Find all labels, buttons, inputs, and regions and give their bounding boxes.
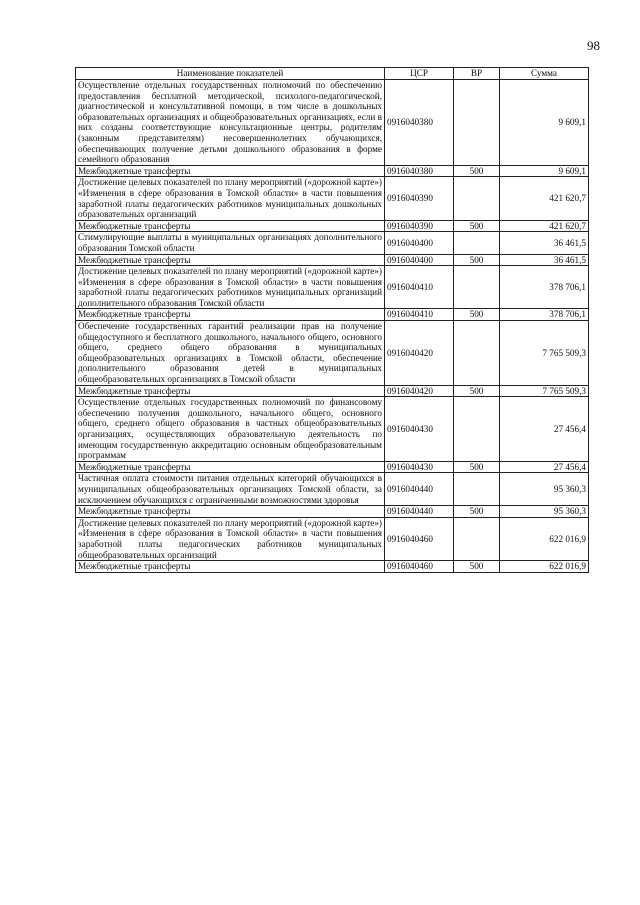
row-csr: 0916040460 — [385, 517, 454, 560]
row-vr — [454, 473, 500, 506]
row-name: Достижение целевых показателей по плану мероприятий («дорожной карте») «Изменения в сфере образования в Томской области» в части повышения заработной платы педагогических работников муниципальных дошкольных образовательных организаций — [76, 177, 385, 220]
row-vr — [454, 321, 500, 386]
row-sum: 378 706,1 — [500, 266, 589, 309]
row-name: Межбюджетные трансферты — [76, 461, 385, 473]
row-sum: 95 360,3 — [500, 473, 589, 506]
row-sum: 95 360,3 — [500, 506, 589, 518]
row-sum: 9 609,1 — [500, 80, 589, 166]
table-row — [76, 517, 589, 560]
row-sum: 7 765 509,3 — [500, 385, 589, 397]
row-vr: 500 — [454, 309, 500, 321]
row-sum: 421 620,7 — [500, 220, 589, 232]
row-csr: 0916040410 — [385, 309, 454, 321]
row-sum: 27 456,4 — [500, 397, 589, 462]
row-csr: 0916040400 — [385, 232, 454, 254]
table-row — [76, 232, 589, 254]
row-csr: 0916040440 — [385, 473, 454, 506]
table-row — [76, 506, 589, 518]
table-row — [76, 397, 589, 462]
row-name: Стимулирующие выплаты в муниципальных организациях дополнительного образования Томской области — [76, 232, 385, 254]
row-sum: 7 765 509,3 — [500, 321, 589, 386]
row-name: Межбюджетные трансферты — [76, 385, 385, 397]
row-csr: 0916040390 — [385, 177, 454, 220]
row-vr — [454, 517, 500, 560]
row-sum: 622 016,9 — [500, 561, 589, 573]
row-name: Достижение целевых показателей по плану мероприятий («дорожной карте») «Изменения в сфере образования в Томской области» в части повышения заработной платы педагогических работников муниципальных организаций дополнительного образования Томской области — [76, 266, 385, 309]
row-csr: 0916040420 — [385, 321, 454, 386]
page-number: 98 — [587, 38, 600, 53]
row-name: Межбюджетные трансферты — [76, 165, 385, 177]
row-vr: 500 — [454, 385, 500, 397]
row-sum: 421 620,7 — [500, 177, 589, 220]
row-csr: 0916040430 — [385, 461, 454, 473]
row-vr — [454, 232, 500, 254]
row-sum: 27 456,4 — [500, 461, 589, 473]
table-row — [76, 80, 589, 166]
row-name: Межбюджетные трансферты — [76, 309, 385, 321]
header-sum: Сумма — [500, 68, 589, 80]
row-sum: 36 461,5 — [500, 232, 589, 254]
row-vr — [454, 397, 500, 462]
row-vr — [454, 266, 500, 309]
row-vr: 500 — [454, 561, 500, 573]
table-row — [76, 254, 589, 266]
row-name: Частичная оплата стоимости питания отдельных категорий обучающихся в муниципальных общеобразовательных организациях Томской области, за исключением обучающихся с ограниченными возможностями здоровья — [76, 473, 385, 506]
table-header-row — [76, 68, 589, 80]
budget-table — [75, 67, 589, 573]
row-csr: 0916040390 — [385, 220, 454, 232]
table-row — [76, 266, 589, 309]
row-name: Межбюджетные трансферты — [76, 254, 385, 266]
row-csr: 0916040420 — [385, 385, 454, 397]
row-vr — [454, 177, 500, 220]
row-csr: 0916040430 — [385, 397, 454, 462]
row-sum: 622 016,9 — [500, 517, 589, 560]
row-name: Осуществление отдельных государственных полномочий по финансовому обеспечению получения дошкольного, начального общего, основного общего, среднего общего образования в частных общеобразовательных организациях, осуществляющих образовательную деятельность по имеющим государственную аккредитацию основным общеобразовательным программам — [76, 397, 385, 462]
row-sum: 9 609,1 — [500, 165, 589, 177]
row-csr: 0916040460 — [385, 561, 454, 573]
row-name: Межбюджетные трансферты — [76, 220, 385, 232]
row-vr: 500 — [454, 220, 500, 232]
table-row — [76, 321, 589, 386]
row-csr: 0916040440 — [385, 506, 454, 518]
row-sum: 378 706,1 — [500, 309, 589, 321]
row-name: Достижение целевых показателей по плану мероприятий («дорожной карте») «Изменения в сфере образования в Томской области» в части повышения заработной платы педагогических работников муниципальных общеобразовательных организаций — [76, 517, 385, 560]
table-row — [76, 165, 589, 177]
row-csr: 0916040380 — [385, 165, 454, 177]
header-name: Наименование показателей — [76, 68, 385, 80]
row-csr: 0916040410 — [385, 266, 454, 309]
row-vr: 500 — [454, 506, 500, 518]
row-name: Обеспечение государственных гарантий реализации прав на получение общедоступного и бесплатного дошкольного, начального общего, основного общего, среднего общего образования в муниципальных общеобразовательных организациях в Томской области, обеспечение дополнительного образования детей в муниципальных общеобразовательных организациях в Томской области — [76, 321, 385, 386]
header-csr: ЦСР — [385, 68, 454, 80]
table-row — [76, 473, 589, 506]
table-row — [76, 220, 589, 232]
table-row — [76, 561, 589, 573]
row-name: Межбюджетные трансферты — [76, 506, 385, 518]
table-row — [76, 461, 589, 473]
row-name: Межбюджетные трансферты — [76, 561, 385, 573]
row-vr: 500 — [454, 165, 500, 177]
table-row — [76, 177, 589, 220]
table-row — [76, 309, 589, 321]
row-vr — [454, 80, 500, 166]
row-name: Осуществление отдельных государственных полномочий по обеспечению предоставления бесплатной методической, психолого-педагогической, диагностической и консультативной помощи, в том числе в дошкольных образовательных организациях и общеобразовательных организациях, если в них созданы соответствующие консультационные центры, родителям (законным представителям) несовершеннолетних обучающихся, обеспечивающих получение детьми дошкольного образования в форме семейного образования — [76, 80, 385, 166]
row-sum: 36 461,5 — [500, 254, 589, 266]
row-csr: 0916040400 — [385, 254, 454, 266]
row-vr: 500 — [454, 254, 500, 266]
header-vr: ВР — [454, 68, 500, 80]
row-vr: 500 — [454, 461, 500, 473]
table-row — [76, 385, 589, 397]
row-csr: 0916040380 — [385, 80, 454, 166]
